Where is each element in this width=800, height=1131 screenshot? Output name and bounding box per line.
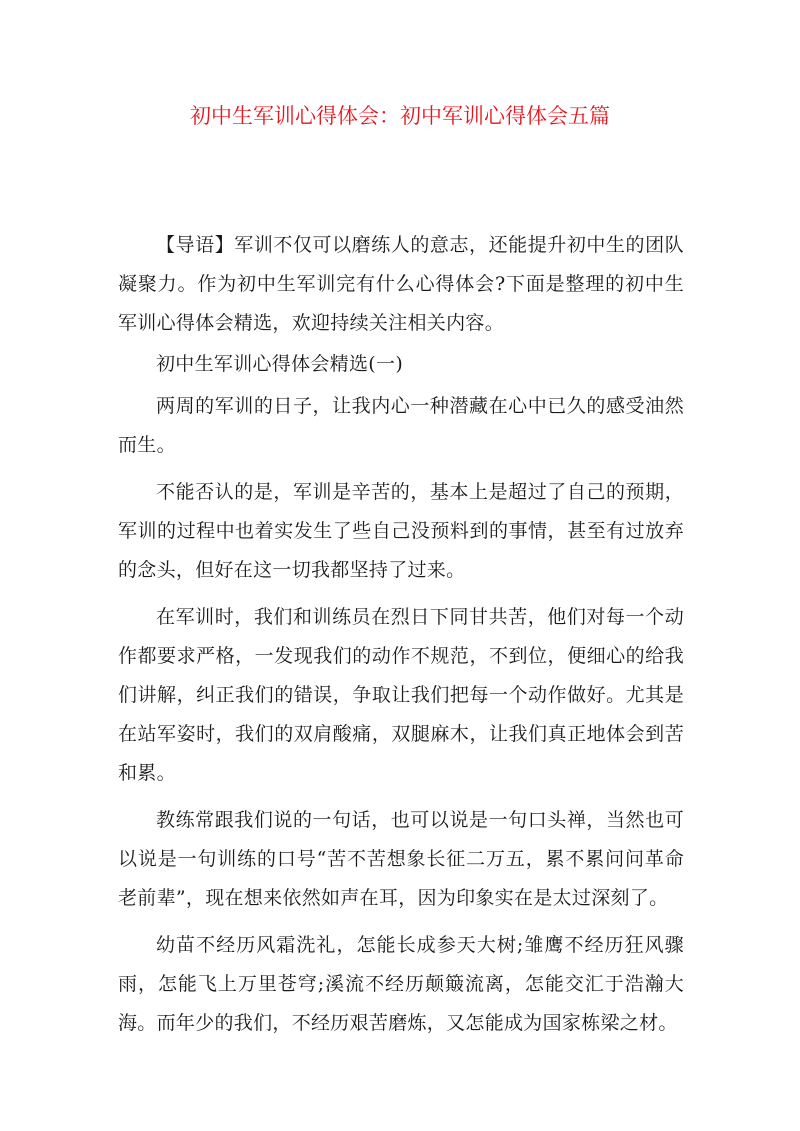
body-paragraph: 不能否认的是，军训是辛苦的，基本上是超过了自己的预期，军训的过程中也着实发生了些自己没预料到的事情，甚至有过放弃的念头，但好在这一切我都坚持了过来。	[118, 481, 684, 581]
body-paragraph: 在军训时，我们和训练员在烈日下同甘共苦，他们对每一个动作都要求严格，一发现我们的动作不规范，不到位，便细心的给我们讲解，纠正我们的错误，争取让我们把每一个动作做好。尤其是在站军姿时，我们的双肩酸痛，双腿麻木，让我们真正地体会到苦和累。	[118, 606, 684, 784]
document-title: 初中生军训心得体会：初中军训心得体会五篇	[190, 104, 610, 128]
body-paragraph: 两周的军训的日子，让我内心一种潜藏在心中已久的感受油然而生。	[118, 395, 684, 456]
section-heading: 初中生军训心得体会精选(一)	[156, 353, 404, 375]
document-body	[118, 226, 684, 1051]
body-paragraph: 教练常跟我们说的一句话，也可以说是一句口头禅，当然也可以说是一句训练的口号“苦不苦想象长征二万五，累不累问问革命老前辈”，现在想来依然如声在耳，因为印象实在是太过深刻了。	[118, 809, 684, 909]
intro-paragraph: 【导语】军训不仅可以磨练人的意志，还能提升初中生的团队凝聚力。作为初中生军训完有什么心得体会?下面是整理的初中生军训心得体会精选，欢迎持续关注相关内容。	[118, 234, 684, 334]
body-paragraph: 幼苗不经历风霜洗礼，怎能长成参天大树;雏鹰不经历狂风骤雨，怎能飞上万里苍穹;溪流不经历颠簸流离，怎能交汇于浩瀚大海。而年少的我们，不经历艰苦磨炼，又怎能成为国家栋梁之材。	[118, 934, 684, 1034]
